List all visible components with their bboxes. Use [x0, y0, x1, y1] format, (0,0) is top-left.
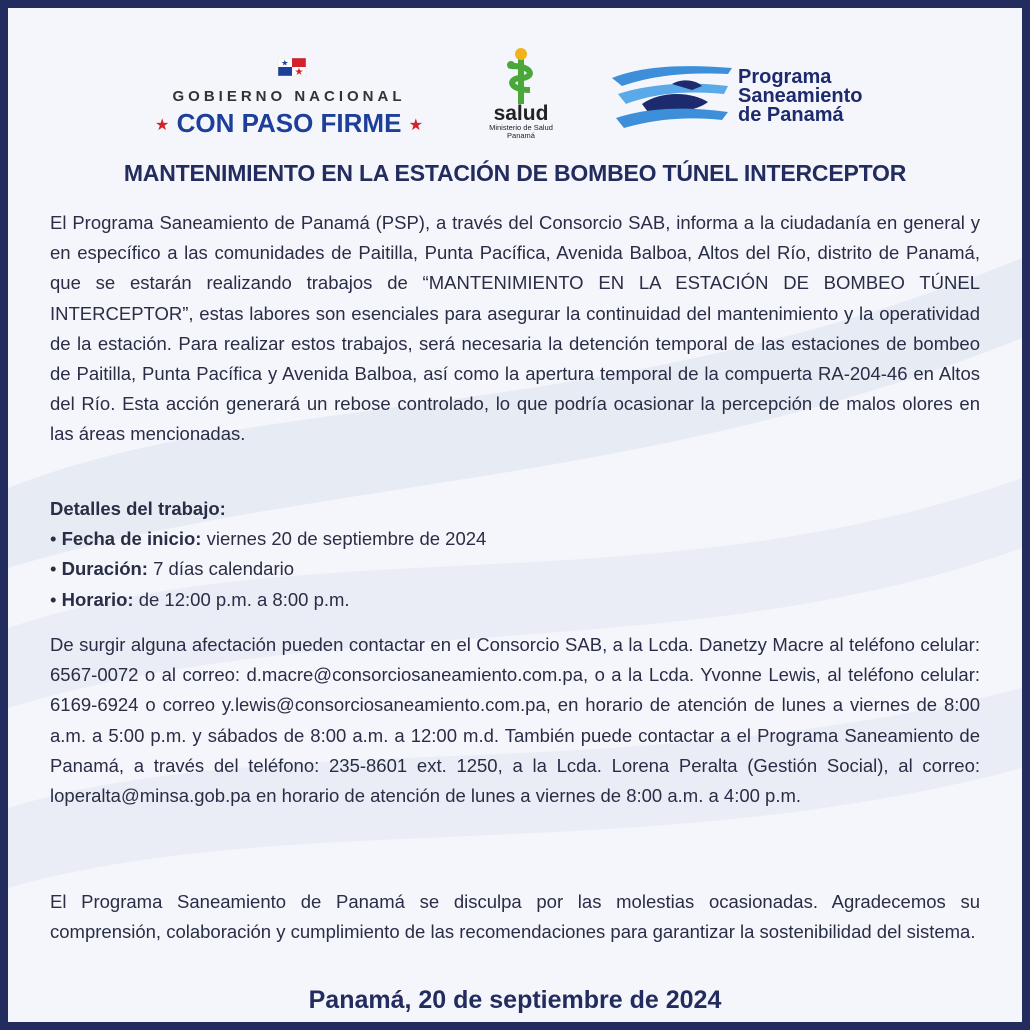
header-logos	[8, 44, 1022, 144]
con-paso-firme-text: CON PASO FIRME	[176, 108, 402, 138]
psp-logo-text	[738, 68, 918, 125]
closing-paragraph: El Programa Saneamiento de Panamá se disculpa por las molestias ocasionadas. Agradecemos su comprensión, colaboración y cumplimiento de las recomendaciones para garantizar la sostenibilidad del sistema.	[50, 891, 980, 943]
work-details	[50, 494, 980, 615]
psp-line-2: Saneamiento	[738, 85, 863, 107]
gobierno-bottom-text	[144, 108, 434, 139]
gobierno-top-text: GOBIERNO NACIONAL	[172, 88, 406, 105]
contact-paragraph: De surgir alguna afectación pueden contactar en el Consorcio SAB, a la Lcda. Danetzy Macre al teléfono celular: 6567-0072 o al correo: d.macre@consorciosaneamiento.com.pa, o a la Lcda. Yvonne Lewis, al teléfono celular: 6169-6924 o correo y.lewis@consorciosaneamiento.com.pa, en horario de atención de lunes a viernes de 8:00 a.m. a 5:00 p.m. y sábados de 8:00 a.m. a 12:00 m.d. También puede contactar a el Programa Saneamiento de Panamá, a través del teléfono: 235-8601 ext. 1250, a la Lcda. Lorena Peralta (Gestión Social), al correo: loperalta@minsa.gob.pa en horario de atención de lunes a viernes de 8:00 a.m. a 4:00 p.m.	[50, 634, 980, 807]
bullet: •	[50, 558, 57, 580]
red-star-icon: ★	[154, 117, 170, 135]
bullet: •	[50, 588, 57, 610]
detail-value: viernes 20 de septiembre de 2024	[206, 528, 487, 550]
serpent-staff-icon	[478, 48, 564, 104]
detail-value: 7 días calendario	[153, 558, 295, 580]
footer-date: Panamá, 20 de septiembre de 2024	[308, 986, 722, 1014]
notice-title: MANTENIMIENTO EN LA ESTACIÓN DE BOMBEO TÚNEL INTERCEPTOR	[123, 160, 907, 186]
psp-logo	[612, 60, 912, 140]
detail-label: Duración:	[61, 558, 148, 580]
dolphin-wave-icon	[612, 60, 736, 140]
psp-line-3: de Panamá	[738, 104, 844, 126]
detail-value: de 12:00 p.m. a 8:00 p.m.	[138, 588, 350, 610]
details-heading: Detalles del trabajo:	[50, 498, 226, 519]
bullet: •	[50, 528, 57, 550]
red-star-icon: ★	[408, 117, 423, 135]
intro-paragraph: El Programa Saneamiento de Panamá (PSP), a través del Consorcio SAB, informa a la ciudadanía en general y en específico a las comunidades de Paitilla, Punta Pacífica, Avenida Balboa, Altos del Río, distrito de Panamá, que se estarán realizando trabajos de “MANTENIMIENTO EN LA ESTACIÓN DE BOMBEO TÚNEL INTERCEPTOR”, estas labores son esenciales para asegurar la continuidad del mantenimiento y la operatividad de la estación. Para realizar estos trabajos, será necesaria la detención temporal de las estaciones de bombeo de Paitilla, Punta Pacífica y Avenida Balboa, así como la apertura temporal de la compuerta RA-204-46 en Altos del Río. Esta acción generará un rebose controlado, lo que podría ocasionar la percepción de malos olores en las áreas mencionadas.	[50, 212, 980, 445]
minsa-logo	[478, 48, 564, 140]
salud-text: salud	[493, 102, 549, 125]
detail-item	[50, 524, 980, 554]
psp-line-1: Programa	[738, 66, 832, 88]
detail-label: Horario:	[61, 588, 134, 610]
detail-item	[50, 554, 980, 584]
detail-item	[50, 585, 980, 615]
panama-flag-icon	[278, 58, 306, 76]
salud-subtitle: Ministerio de Salud Panamá	[489, 123, 553, 140]
detail-label: Fecha de inicio:	[61, 528, 202, 550]
